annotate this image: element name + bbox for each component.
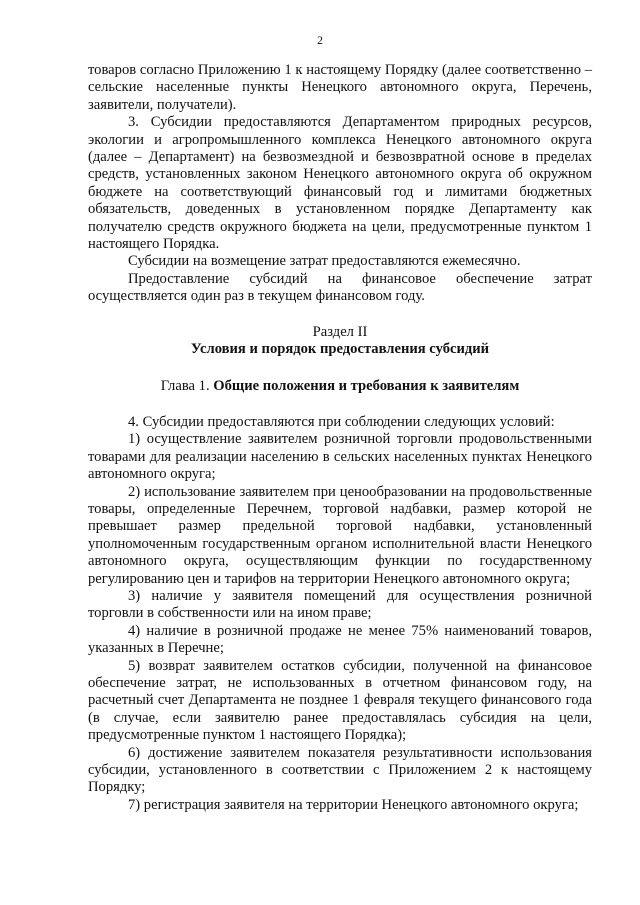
chapter-title: Общие положения и требования к заявителям xyxy=(213,377,520,394)
paragraph-clause-3: 3. Субсидии предоставляются Департаментом природных ресурсов, экологии и агропромышленного комплекса Ненецкого автономного округа (далее – Департамент) на безвозмездной и безвозвратной основе в пределах средств, установленных законом Ненецкого автономного округа об окружном бюджете на соответствующий финансовый год и лимитами бюджетных обязательств, доведенных в установленном порядке Департаменту как получателю средств окружного бюджета на цели, предусмотренные пунктом 1 настоящего Порядка. xyxy=(88,114,592,253)
condition-item-6: 6) достижение заявителем показателя результативности использования субсидии, установленного в соответствии с Приложением 2 к настоящему Порядку; xyxy=(88,744,592,796)
spacer xyxy=(88,306,592,324)
conditions-lead: 4. Субсидии предоставляются при соблюдении следующих условий: xyxy=(128,413,555,430)
section-title: Условия и порядок предоставления субсидий xyxy=(190,341,490,358)
paragraph-continuation: товаров согласно Приложению 1 к настоящему Порядку (далее соответственно – сельские населенные пункты Ненецкого автономного округа, Перечень, заявители, получатели). xyxy=(88,62,592,113)
page-number: 2 xyxy=(317,33,323,47)
section-label: Раздел II xyxy=(312,323,368,340)
condition-item-4: 4) наличие в розничной продаже не менее 75% наименований товаров, указанных в Перечне; xyxy=(88,622,592,657)
spacer xyxy=(88,395,592,414)
condition-item-7: 7) регистрация заявителя на территории Ненецкого автономного округа; xyxy=(128,796,579,813)
condition-item-2: 2) использование заявителем при ценообразовании на продовольственные товары, определенные Перечнем, торговой надбавки, размер которой не превышает размер предельной торговой надбавки, установленный уполномоченным государственным органом исполнительной власти Ненецкого автономного округа, осуществляющим функции по государственному регулированию цен и тарифов на территории Ненецкого автономного округа; xyxy=(88,483,592,587)
paragraph-monthly: Субсидии на возмещение затрат предоставляются ежемесячно. xyxy=(128,253,521,270)
document-body xyxy=(88,62,592,814)
spacer xyxy=(88,359,592,378)
condition-item-1: 1) осуществление заявителем розничной торговли продовольственными товарами для реализации населению в сельских населенных пунктах Ненецкого автономного округа; xyxy=(88,431,592,483)
chapter-heading xyxy=(88,378,592,395)
condition-item-3: 3) наличие у заявителя помещений для осуществления розничной торговли в собственности или на ином праве; xyxy=(88,587,592,622)
chapter-prefix: Глава 1. xyxy=(160,377,210,394)
condition-item-5: 5) возврат заявителем остатков субсидии, полученной на финансовое обеспечение затрат, не использованных в отчетном финансовом году, на расчетный счет Департамента не позднее 1 февраля текущего финансового года (в случае, если заявителю ранее предоставлялась субсидия на цели, предусмотренные пунктом 1 настоящего Порядка); xyxy=(88,657,592,744)
paragraph-once-per-year: Предоставление субсидий на финансовое обеспечение затрат осуществляется один раз в текущем финансовом году. xyxy=(88,270,592,305)
